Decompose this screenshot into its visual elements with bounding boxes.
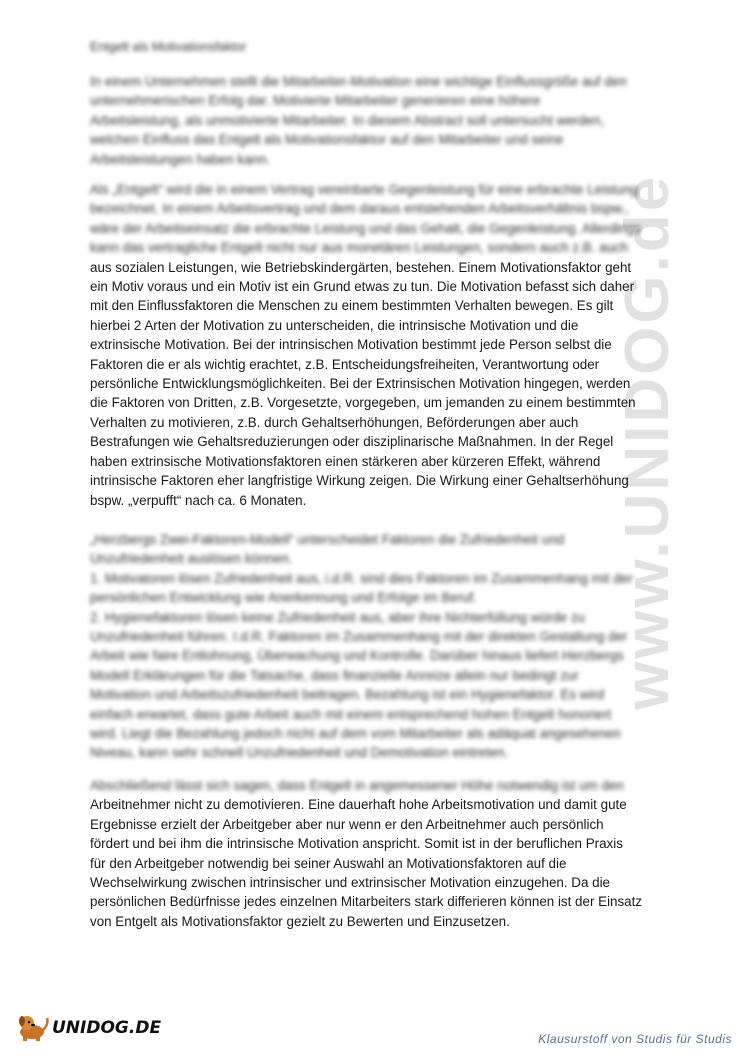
blurred-section: [90, 180, 665, 258]
text-line: welchen Einfluss das Entgelt als Motivationsfaktor auf den Mitarbeiter und seine: [90, 132, 564, 148]
text-line: fördert und bei ihm die intrinsische Motivation anspricht. Somit ist in der beruflichen Praxis: [90, 836, 623, 852]
logo-text: UNIDOG.DE: [52, 1018, 162, 1038]
footer-tagline: Klausurstoff von Studis für Studis: [538, 1032, 732, 1046]
text-line: die Faktoren von Dritten, z.B. Vorgesetzte, vorgegeben, um jemanden zu einem bestimmten: [90, 395, 636, 411]
text-line: persönlichen Bedürfnisse jedes einzelnen Mitarbeiters stark differieren können ist der Einsatz: [90, 894, 643, 910]
text-line: Ergebnisse erzielt der Arbeitgeber aber nur wenn er den Arbeitnehmer auch persönlich: [90, 816, 604, 832]
text-line: Modell Erklärungen für die Tatsache, dass finanzielle Anreize allein nur bedingt zur: [90, 667, 579, 683]
text-line: persönlichen Entwicklung wie Anerkennung und Erfolge im Beruf.: [90, 590, 478, 606]
text-line: kann das vertragliche Entgelt nicht nur aus monetären Leistungen, sondern auch z.B. auch: [90, 240, 629, 256]
text-line: ein Motiv voraus und ein Motiv ist ein Grund etwas zu tun. Die Motivation befasst sich daher: [90, 279, 635, 295]
text-line: wäre der Arbeitseinsatz die erbrachte Leistung und das Gehalt, die Gegenleistung. Allerdings: [90, 220, 641, 236]
text-line: für den Arbeitgeber notwendig bei seiner Auswahl an Motivationsfaktoren auf die: [90, 855, 567, 871]
text-line: Wechselwirkung zwischen intrinsischer und extrinsischer Motivation einzugehen. Da die: [90, 875, 611, 891]
text-line: Unzufriedenheit auslösen können.: [90, 551, 293, 567]
text-line: intrinsische Faktoren eher langfristige Wirkung zeigen. Die Wirkung einer Gehaltserhöhung: [90, 473, 629, 489]
text-line: Arbeitsleistungen haben kann.: [90, 151, 271, 167]
text-line: wird. Liegt die Bezahlung jedoch nicht auf dem vom Mitarbeiter als adäquat angesehenen: [90, 726, 621, 742]
watermark: www.UNIDOG.de: [613, 173, 682, 710]
text-line: „Herzbergs Zwei-Faktoren-Modell“ unterscheidet Faktoren die Zufriedenheit und: [90, 532, 565, 547]
text-line: aus sozialen Leistungen, wie Betriebskindergärten, bestehen. Einem Motivationsfaktor geht: [90, 259, 632, 275]
text-line: Niveau, kann sehr schnell Unzufriedenheit und Demotivation eintreten.: [90, 745, 509, 761]
document-title: Entgelt als Motivationsfaktor: [90, 40, 247, 54]
text-line: persönliche Entwicklungsmöglichkeiten. Bei der Extrinsischen Motivation hingegen, werden: [90, 376, 631, 392]
text-line: 2. Hygienefaktoren lösen keine Zufriedenheit aus, aber ihre Nichterfüllung würde zu: [90, 609, 585, 625]
text-line: Arbeitsleistung, als unmotivierte Mitarbeiter. In diesem Abstract soll untersucht werden,: [90, 112, 605, 128]
text-line: Arbeitnehmer nicht zu demotivieren. Eine dauerhaft hohe Arbeitsmotivation und damit gute: [90, 797, 627, 813]
text-line: Bestrafungen wie Gehaltsreduzierungen oder disziplinarische Maßnahmen. In der Regel: [90, 434, 614, 450]
text-line: 1. Motivatoren lösen Zufriedenheit aus, i.d.R. sind dies Faktoren im Zusammenhang mit der: [90, 570, 633, 586]
text-line: In einem Unternehmen stellt die Mitarbeiter-Motivation eine wichtige Einflussgröße auf den: [90, 74, 627, 89]
text-line: Verhalten zu motivieren, z.B. durch Gehaltserhöhungen, Beförderungen aber auch: [90, 414, 579, 430]
text-line: Motivation und Arbeitszufriedenheit beitragen. Bezahlung ist ein Hygienefaktor. Es wird: [90, 687, 605, 703]
text-line: haben extrinsische Motivationsfaktoren einen stärkeren aber kürzeren Effekt, während: [90, 453, 601, 469]
text-line: Abschließend lässt sich sagen, dass Entgelt in angemessener Höhe notwendig ist um den: [90, 778, 624, 793]
text-line: von Entgelt als Motivationsfaktor gezielt zu Bewerten und Einzusetzen.: [90, 913, 510, 929]
text-line: bspw. „verpufft“ nach ca. 6 Monaten.: [90, 492, 307, 508]
text-line: bezeichnet. In einem Arbeitsvertrag und dem daraus entstehenden Arbeitsverhältnis bspw.,: [90, 201, 629, 217]
definition-paragraph: [90, 180, 665, 510]
conclusion-paragraph: [90, 776, 665, 931]
text-line: unternehmerischen Erfolg dar. Motivierte Mitarbeiter generieren eine höhere: [90, 93, 541, 109]
text-line: mit den Einflussfaktoren die Menschen zu einem bestimmten Verhalten bewegen. Es gilt: [90, 298, 614, 314]
text-line: Als „Entgelt“ wird die in einem Vertrag vereinbarte Gegenleistung für eine erbrachte Leistung: [90, 182, 638, 197]
text-line: extrinsische Motivation. Bei der intrinsischen Motivation bestimmt jede Person selbst die: [90, 337, 612, 353]
herzberg-paragraph: [90, 530, 665, 763]
intro-paragraph: [90, 72, 665, 169]
text-line: Arbeit wie faire Entlohnung, Überwachung und Kontrolle. Darüber hinaus liefert Herzbergs: [90, 648, 624, 664]
text-line: Unzufriedenheit führen. I.d.R. Faktoren im Zusammenhang mit der direkten Gestaltung der: [90, 629, 628, 645]
text-line: Faktoren die er als wichtig erachtet, z.B. Entscheidungsfreiheiten, Verantwortung oder: [90, 356, 600, 372]
text-line: hierbei 2 Arten der Motivation zu unterscheiden, die intrinsische Motivation und die: [90, 317, 579, 333]
text-line: einfach erwartet, dass gute Arbeit auch mit einem entsprechend hohen Entgelt honoriert: [90, 706, 612, 722]
